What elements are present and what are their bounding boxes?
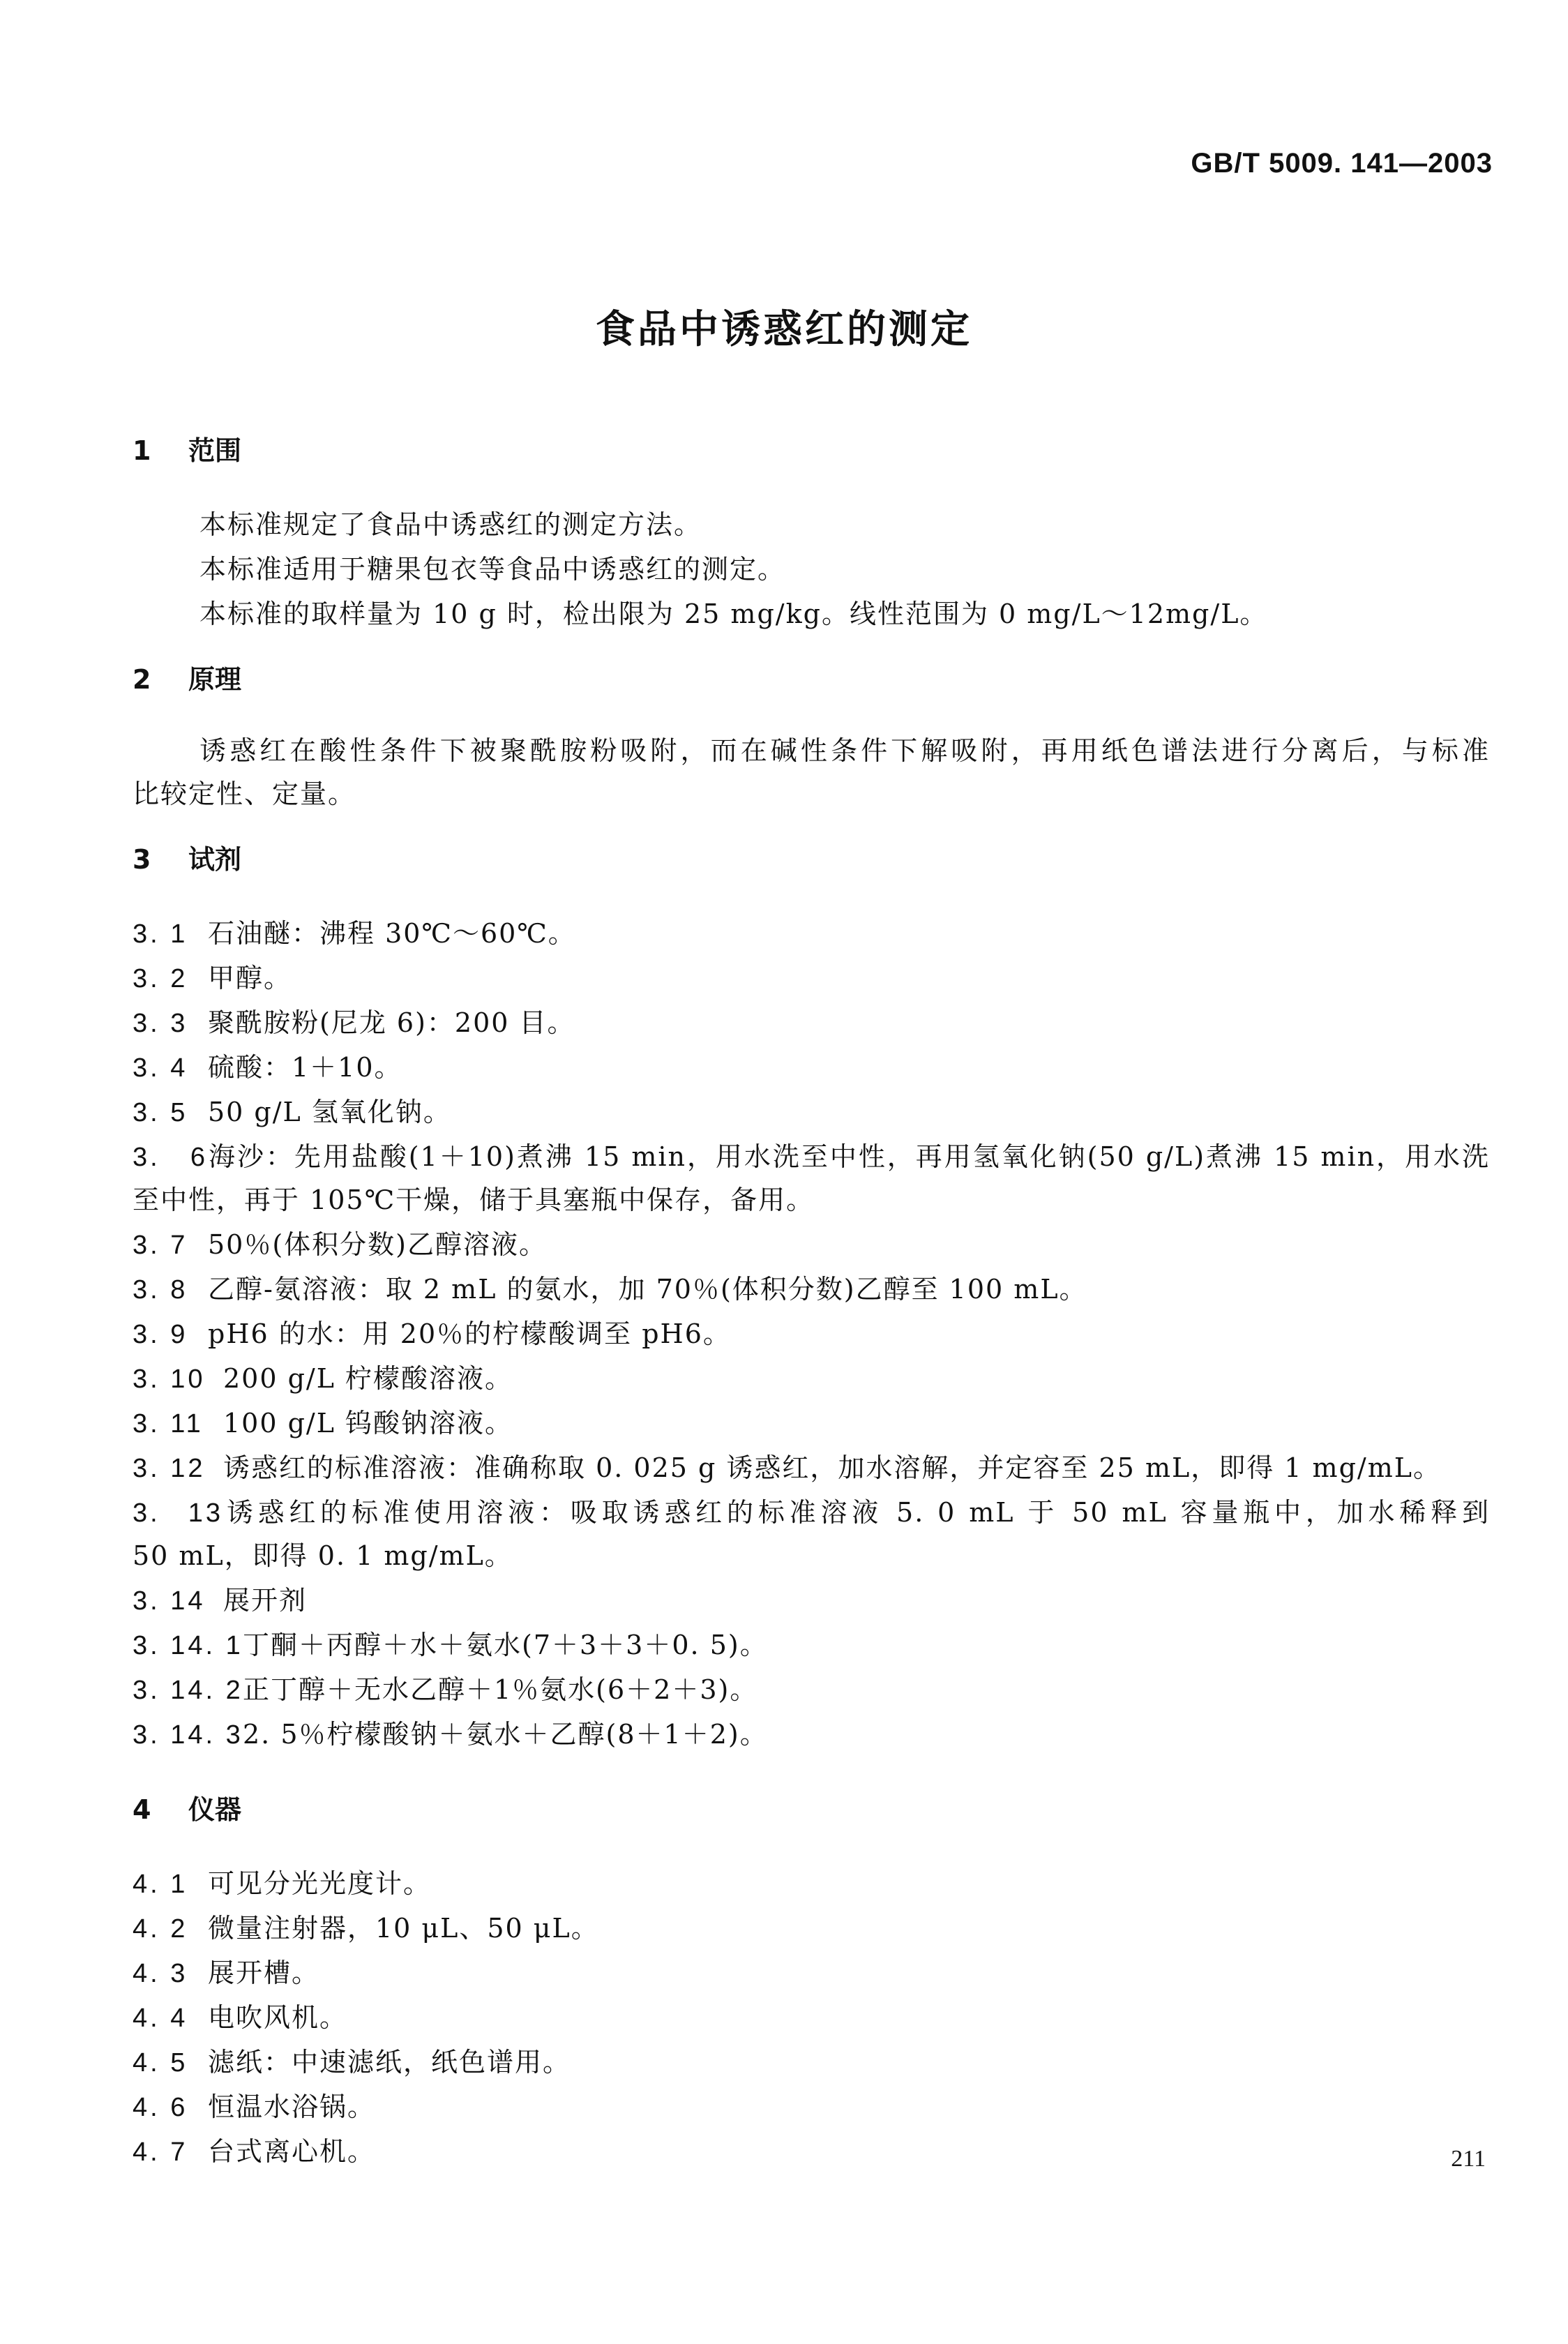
item-number: 3. 9 (133, 1320, 188, 1349)
paragraph: 诱惑红在酸性条件下被聚酰胺粉吸附，而在碱性条件下解吸附，再用纸色谱法进行分离后，与标准 (199, 735, 1490, 766)
item-number: 3. 6 (133, 1143, 208, 1172)
list-item (133, 1911, 599, 1946)
list-item (133, 1584, 307, 1618)
item-text: 50 g/L 氢氧化钠。 (208, 1097, 451, 1127)
list-item-continuation: 至中性，再于 105℃干燥，储于具塞瓶中保存，备用。 (133, 1185, 815, 1215)
paragraph-continuation: 比较定性、定量。 (133, 779, 356, 809)
item-number: 3. 14. 1 (133, 1631, 243, 1660)
item-text: 滤纸：中速滤纸，纸色谱用。 (208, 2047, 571, 2078)
list-item (133, 1228, 547, 1262)
item-number: 3. 4 (133, 1053, 188, 1083)
item-text: 电吹风机。 (208, 2002, 348, 2033)
section-title: 原理 (188, 664, 242, 695)
list-item (133, 1628, 768, 1662)
item-text: 乙醇-氨溶液：取 2 mL 的氨水，加 70％(体积分数)乙醇至 100 mL。 (208, 1274, 1087, 1305)
item-number: 4. 7 (133, 2138, 188, 2167)
list-item (133, 1317, 731, 1351)
item-number: 3. 14. 2 (133, 1676, 243, 1705)
list-item (133, 1718, 768, 1752)
item-text: 聚酰胺粉(尼龙 6)：200 目。 (208, 1007, 575, 1038)
item-text: 100 g/L 钨酸钠溶液。 (223, 1408, 513, 1438)
item-text: 诱惑红的标准溶液：准确称取 0. 025 g 诱惑红，加水溶解，并定容至 25 mL，即得 1 mg/mL。 (223, 1452, 1441, 1483)
item-number: 3. 1 (133, 919, 188, 949)
list-item (133, 1140, 1490, 1174)
item-number: 4. 1 (133, 1870, 188, 1899)
list-item (133, 1673, 757, 1707)
paragraph: 本标准规定了食品中诱惑红的测定方法。 (199, 509, 702, 540)
item-text: 丁酮＋丙醇＋水＋氨水(7＋3＋3＋0. 5)。 (243, 1630, 768, 1660)
standard-code: GB/T 5009. 141—2003 (1191, 148, 1493, 179)
item-text: 50％(体积分数)乙醇溶液。 (208, 1229, 548, 1260)
section-number: 2 (133, 664, 151, 695)
section-title: 仪器 (188, 1794, 242, 1825)
list-item (133, 1406, 513, 1441)
list-item (133, 1051, 402, 1085)
item-number: 3. 12 (133, 1454, 206, 1483)
page-number: 211 (1451, 2146, 1486, 2172)
item-number: 3. 13 (133, 1498, 223, 1528)
item-text: 正丁醇＋无水乙醇＋1％氨水(6＋2＋3)。 (243, 1674, 758, 1705)
section-3-heading (133, 843, 241, 876)
item-number: 3. 5 (133, 1098, 188, 1127)
item-text: 200 g/L 柠檬酸溶液。 (223, 1363, 513, 1394)
item-number: 4. 2 (133, 1914, 188, 1944)
item-text: 展开剂 (223, 1585, 308, 1616)
section-number: 1 (133, 435, 151, 466)
section-number: 4 (133, 1794, 151, 1825)
item-number: 3. 2 (133, 964, 188, 993)
item-text: 石油醚：沸程 30℃～60℃。 (208, 918, 576, 949)
item-text: 可见分光光度计。 (208, 1868, 432, 1899)
list-item (133, 1496, 1490, 1530)
list-item (133, 1362, 513, 1396)
item-text: 展开槽。 (208, 1958, 320, 1988)
list-item (133, 1095, 451, 1129)
list-item (133, 1956, 319, 1990)
item-text: 恒温水浴锅。 (208, 2091, 376, 2122)
list-item (133, 2090, 375, 2124)
item-text: 2. 5％柠檬酸钠＋氨水＋乙醇(8＋1＋2)。 (243, 1719, 768, 1750)
section-2-heading (133, 663, 241, 696)
item-number: 4. 3 (133, 1959, 188, 1988)
item-number: 3. 3 (133, 1009, 188, 1038)
item-text: 硫酸：1＋10。 (208, 1052, 402, 1083)
list-item (133, 1451, 1441, 1485)
item-text: 诱惑红的标准使用溶液：吸取诱惑红的标准溶液 5. 0 mL 于 50 mL 容量瓶中，加水稀释到 (223, 1497, 1490, 1528)
item-text: 海沙：先用盐酸(1＋10)煮沸 15 min，用水洗至中性，再用氢氧化钠(50 g/L)煮沸 15 min，用水洗 (208, 1141, 1490, 1172)
list-item (133, 961, 292, 996)
item-text: 微量注射器，10 μL、50 μL。 (208, 1913, 599, 1944)
item-number: 3. 8 (133, 1275, 188, 1305)
list-item-continuation: 50 mL，即得 0. 1 mg/mL。 (133, 1540, 513, 1571)
item-number: 3. 14. 3 (133, 1720, 243, 1750)
list-item (133, 1867, 431, 1901)
item-number: 3. 11 (133, 1409, 204, 1438)
item-text: 台式离心机。 (208, 2136, 376, 2167)
section-number: 3 (133, 844, 151, 875)
paragraph: 本标准的取样量为 10 g 时，检出限为 25 mg/kg。线性范围为 0 mg/L～12mg/L。 (199, 599, 1268, 629)
document-title: 食品中诱惑红的测定 (596, 307, 972, 352)
item-text: pH6 的水：用 20％的柠檬酸调至 pH6。 (208, 1318, 731, 1349)
list-item (133, 1272, 1087, 1307)
item-number: 3. 14 (133, 1586, 206, 1616)
section-1-heading (133, 434, 241, 467)
item-number: 4. 5 (133, 2048, 188, 2078)
section-title: 范围 (188, 435, 242, 466)
list-item (133, 2135, 375, 2169)
item-number: 3. 10 (133, 1365, 206, 1394)
item-number: 3. 7 (133, 1231, 188, 1260)
list-item (133, 917, 576, 951)
section-title: 试剂 (188, 844, 242, 875)
item-text: 甲醇。 (208, 963, 292, 993)
list-item (133, 2045, 571, 2080)
list-item (133, 2001, 347, 2035)
paragraph: 本标准适用于糖果包衣等食品中诱惑红的测定。 (199, 554, 786, 585)
item-number: 4. 4 (133, 2004, 188, 2033)
list-item (133, 1006, 575, 1040)
item-number: 4. 6 (133, 2093, 188, 2122)
section-4-heading (133, 1793, 241, 1826)
